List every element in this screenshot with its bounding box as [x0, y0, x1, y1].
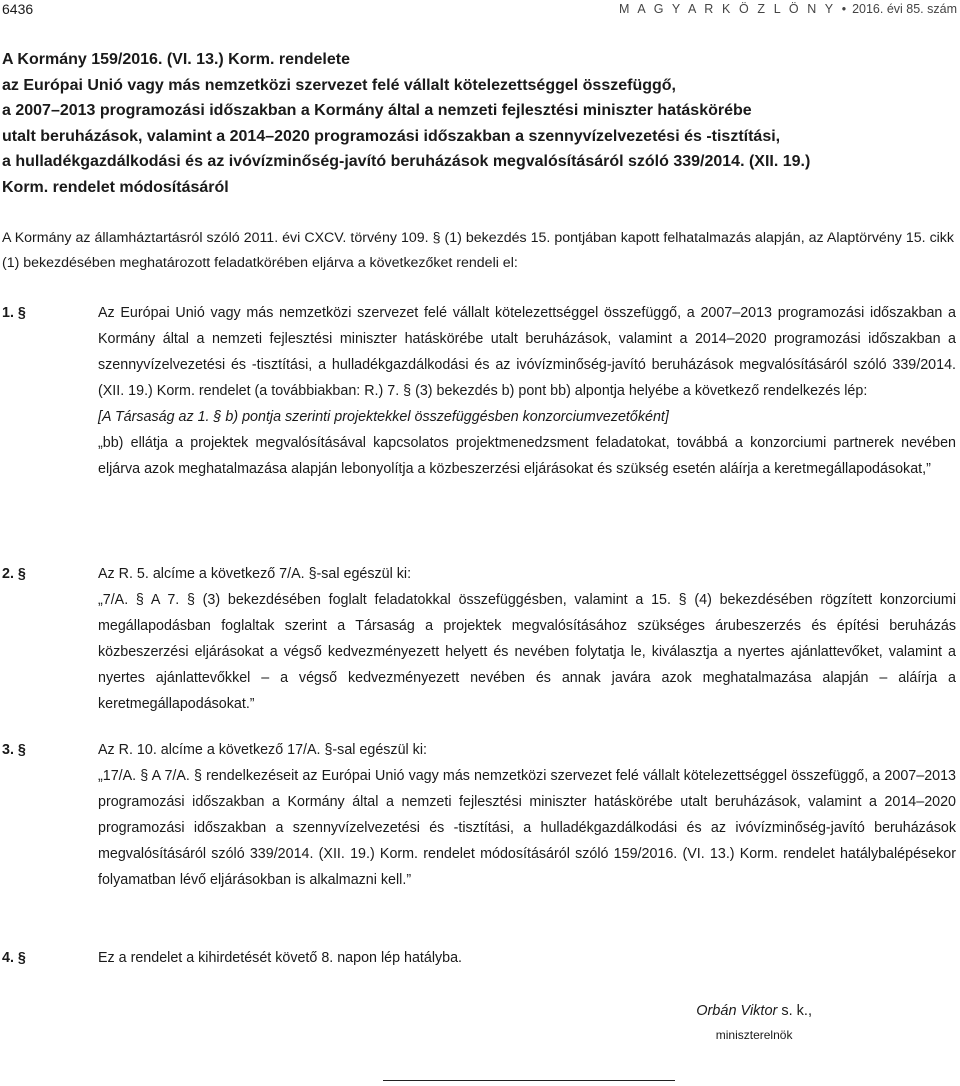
section-body [98, 945, 956, 971]
section-text: Az Európai Unió vagy más nemzetközi szervezet felé vállalt kötelezettséggel összefüggő, a 2007–2013 programozási időszakban a Kormány által a nemzeti fejlesztési miniszter hatáskörébe utalt beruházások, valamint a 2014–2020 programozási időszakban a szennyvízelvezetési és -tisztítási, a hulladékgazdálkodási és az ivóvízminőség-javító beruházások megvalósításáról szóló 339/2014. (XII. 19.) Korm. rendelet (a továbbiakban: R.) 7. § (3) bekezdés b) pont bb) alpontja helyébe a következő rendelkezés lép: [98, 305, 956, 399]
section-quote: „bb) ellátja a projektek megvalósításával kapcsolatos projektmenedzsment feladatokat, továbbá a konzorciumi partnerek nevében eljárva azok meghatalmazása alapján lebonyolítja a közbeszerzési eljárásokat és szükség esetén aláírja a keretmegállapodásokat,” [98, 435, 956, 477]
section-body [98, 561, 956, 717]
signer-name: Orbán Viktor [696, 1003, 778, 1019]
section-number: 2. § [2, 566, 26, 582]
section-text: Az R. 5. alcíme a következő 7/A. §-sal egészül ki: [98, 566, 412, 582]
section-italic-reference: [A Társaság az 1. § b) pontja szerinti projektekkel összefüggésben konzorciumvezetőként] [98, 409, 669, 425]
section-number: 3. § [2, 742, 26, 758]
title-line: A Kormány 159/2016. (VI. 13.) Korm. rendelete [2, 51, 350, 68]
section-quote: „7/A. § A 7. § (3) bekezdésében foglalt feladatokkal összefüggésben, valamint a 15. § (4) bekezdésében rögzített konzorciumi megállapodásban foglaltak szerint a Társaság a projektek megvalósításához szükséges árubeszerzés és építési beruházás közbeszerzési eljárásokat a végső kedvezményezett helyett és nevében folytatja le, kiválasztja a nyertes ajánlattevőket, valamint a nyertes ajánlattevőkkel – a végső kedvezményezett nevében és annak javára azok meghatalmazása alapján – aláírja a keretmegállapodásokat.” [98, 592, 956, 712]
title-line: a hulladékgazdálkodási és az ivóvízminőség-javító beruházások megvalósításáról szóló 339/2014. (XII. 19.) [2, 153, 811, 170]
section-text: Ez a rendelet a kihirdetését követő 8. napon lép hatályba. [98, 950, 463, 966]
section-number: 1. § [2, 305, 26, 321]
section-2 [2, 561, 956, 717]
title-line: Korm. rendelet módosításáról [2, 178, 229, 196]
signer-suffix: s. k., [777, 1003, 812, 1019]
bullet-separator: • [841, 2, 847, 16]
footer-divider [383, 1080, 675, 1081]
section-text: Az R. 10. alcíme a következő 17/A. §-sal egészül ki: [98, 742, 427, 758]
section-quote: „17/A. § A 7/A. § rendelkezéseit az Európai Unió vagy más nemzetközi szervezet felé vállalt kötelezettséggel összefüggő, a 2007–2013 programozási időszakban a Kormány által a nemzeti fejlesztési miniszter hatáskörébe utalt beruházások, valamint a 2014–2020 programozási időszakban a szennyvízelvezetési és -tisztítási, a hulladékgazdálkodási és az ivóvízminőség-javító beruházások megvalósításáról szóló 339/2014. (XII. 19.) Korm. rendelet módosításáról szóló 159/2016. (VI. 13.) Korm. rendelet hatálybalépésekor folyamatban lévő eljárásokban is alkalmazni kell.” [98, 768, 956, 888]
journal-title: M A G Y A R K Ö Z L Ö N Y [619, 2, 836, 16]
decree-title [2, 47, 950, 200]
section-4 [2, 945, 956, 971]
journal-name [619, 2, 957, 16]
section-body [98, 737, 956, 893]
preamble: A Kormány az államháztartásról szóló 2011. évi CXCV. törvény 109. § (1) bekezdés 15. pontjában kapott felhatalmazás alapján, az Alaptörvény 15. cikk (1) bekezdésében meghatározott feladatkörében eljárva a következőket rendeli el: [2, 230, 954, 271]
section-number: 4. § [2, 950, 26, 966]
title-line: utalt beruházások, valamint a 2014–2020 programozási időszakban a szennyvízelvezetési és -tisztítási, [2, 127, 781, 145]
title-line: az Európai Unió vagy más nemzetközi szervezet felé vállalt kötelezettséggel összefüggő, [2, 76, 676, 94]
title-line: a 2007–2013 programozási időszakban a Kormány által a nemzeti fejlesztési miniszter hatáskörébe [2, 102, 752, 119]
issue-label: 2016. évi 85. szám [852, 2, 957, 16]
section-1 [2, 300, 956, 482]
section-3 [2, 737, 956, 893]
section-body [98, 300, 956, 482]
page-header [0, 0, 960, 20]
signer-title: miniszterelnök [715, 1028, 793, 1042]
page-number: 6436 [2, 1, 34, 17]
signature-block [696, 1000, 812, 1046]
